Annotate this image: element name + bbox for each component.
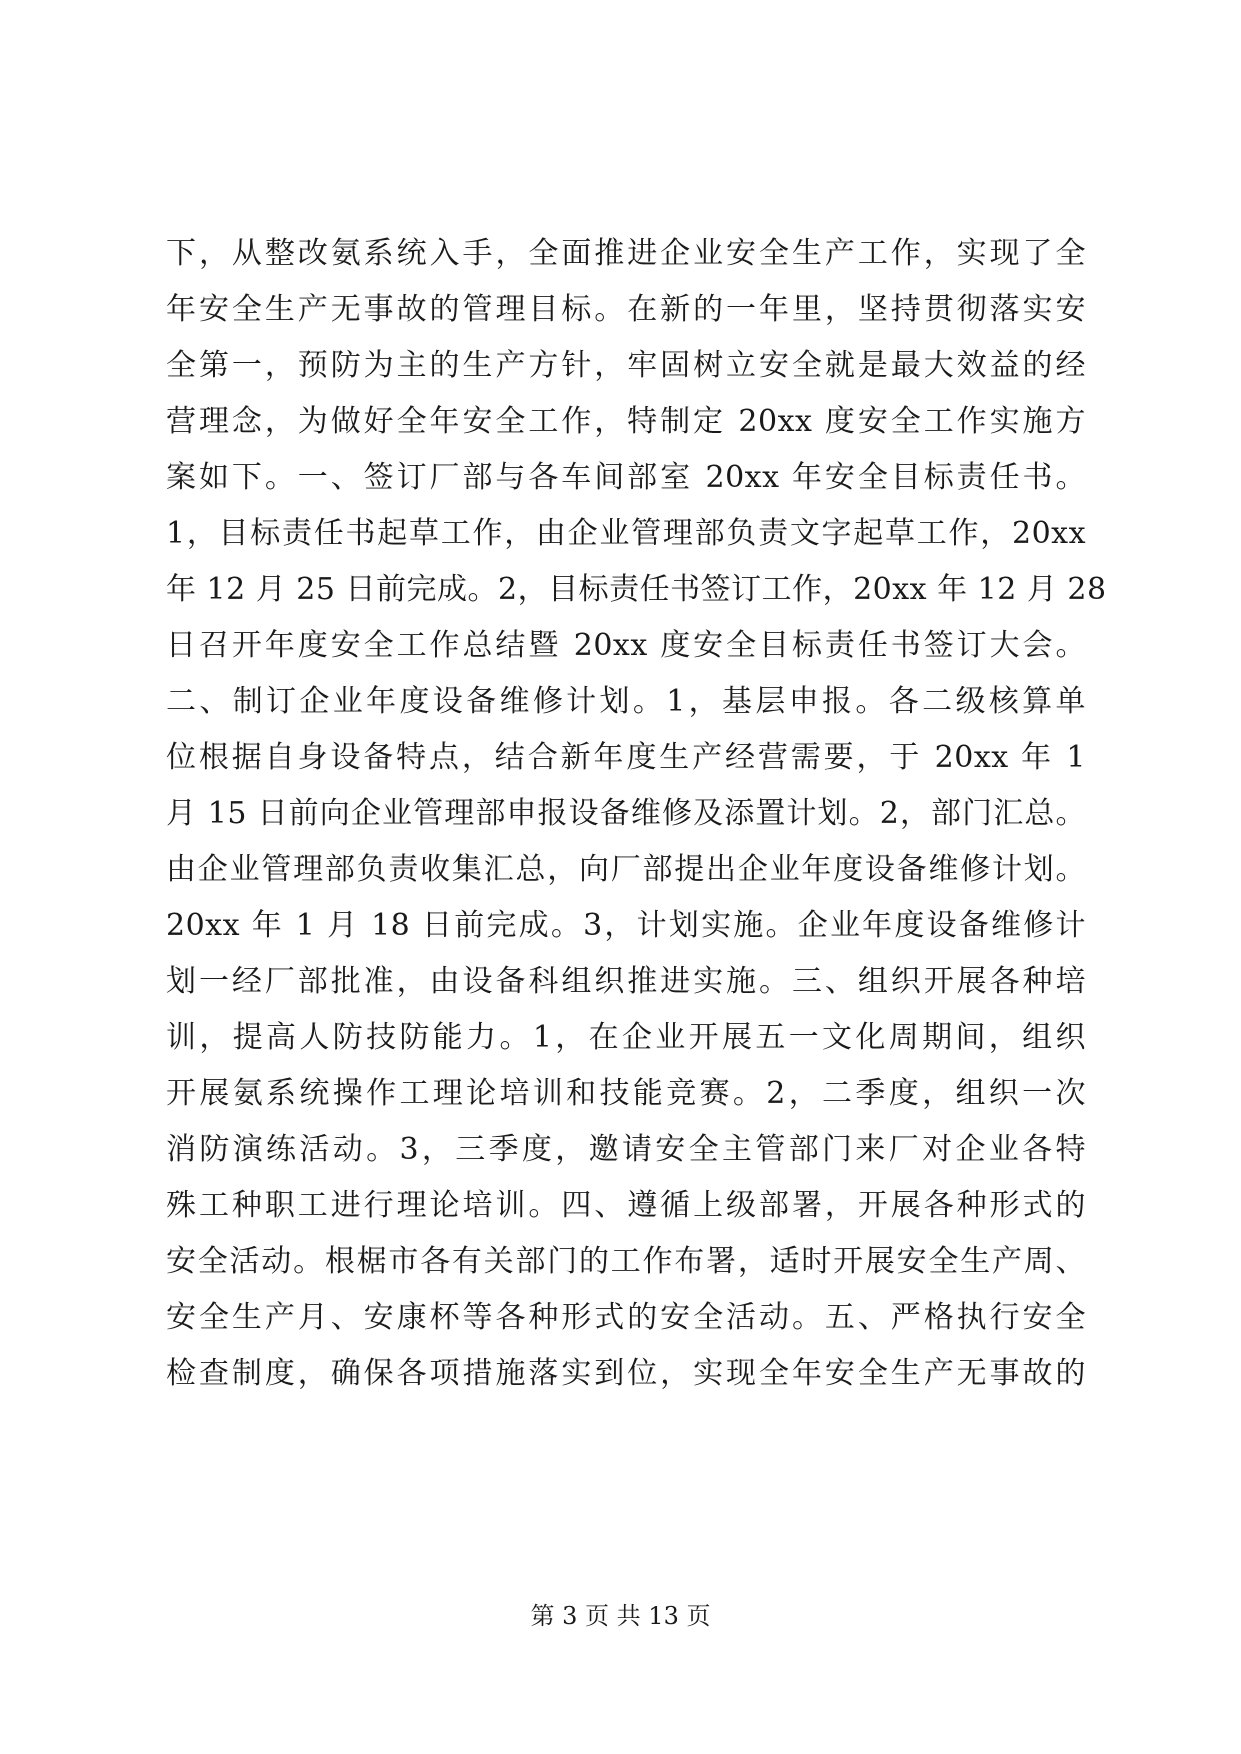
page-number-footer: 第 3 页 共 13 页 [530,1602,711,1630]
body-line-8: 日召开年度安全工作总结暨 20xx 度安全目标责任书签订大会。 [166,628,1086,663]
document-body [166,226,1107,1402]
body-line-2: 年安全生产无事故的管理目标。在新的一年里，坚持贯彻落实安 [166,292,1086,327]
body-line-10: 位根据自身设备特点，结合新年度生产经营需要，于 20xx 年 1 [166,740,1086,775]
body-line-17: 消防演练活动。3，三季度，邀请安全主管部门来厂对企业各特 [166,1132,1086,1167]
body-line-18: 殊工种职工进行理论培训。四、遵循上级部署，开展各种形式的 [166,1188,1086,1223]
body-line-3: 全第一，预防为主的生产方针，牢固树立安全就是最大效益的经 [166,348,1086,383]
body-line-1: 下，从整改氨系统入手，全面推进企业安全生产工作，实现了全 [166,236,1086,271]
body-line-5: 案如下。一、签订厂部与各车间部室 20xx 年安全目标责任书。 [166,460,1086,495]
body-line-9: 二、制订企业年度设备维修计划。1，基层申报。各二级核算单 [166,684,1086,719]
body-line-20: 安全生产月、安康杯等各种形式的安全活动。五、严格执行安全 [166,1300,1086,1335]
body-line-13: 20xx 年 1 月 18 日前完成。3，计划实施。企业年度设备维修计 [166,908,1086,943]
body-line-15: 训，提高人防技防能力。1，在企业开展五一文化周期间，组织 [166,1020,1086,1055]
body-line-11: 月 15 日前向企业管理部申报设备维修及添置计划。2，部门汇总。 [166,796,1086,831]
body-line-7: 年 12 月 25 日前完成。2，目标责任书签订工作，20xx 年 12 月 28 [166,572,1107,607]
body-line-4: 营理念，为做好全年安全工作，特制定 20xx 度安全工作实施方 [166,404,1086,439]
body-line-12: 由企业管理部负责收集汇总，向厂部提出企业年度设备维修计划。 [166,852,1086,887]
body-line-21: 检查制度，确保各项措施落实到位，实现全年安全生产无事故的 [166,1356,1086,1391]
body-line-19: 安全活动。根椐市各有关部门的工作布署，适时开展安全生产周、 [166,1244,1086,1279]
body-line-16: 开展氨系统操作工理论培训和技能竞赛。2，二季度，组织一次 [166,1076,1086,1111]
body-line-6: 1，目标责任书起草工作，由企业管理部负责文字起草工作，20xx [166,516,1086,551]
body-line-14: 划一经厂部批准，由设备科组织推进实施。三、组织开展各种培 [166,964,1086,999]
